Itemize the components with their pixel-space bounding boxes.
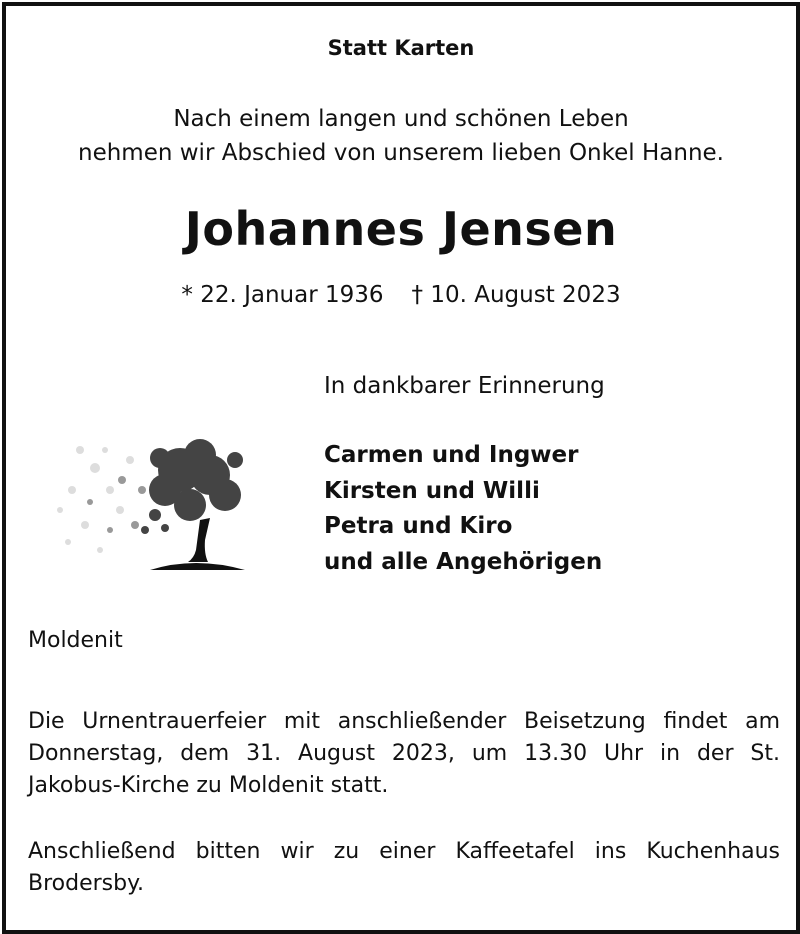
intro-line-2: nehmen wir Abschied von unserem lieben Onkel Hanne. bbox=[78, 140, 724, 166]
intro-text bbox=[6, 102, 796, 170]
memory-line: In dankbarer Erinnerung bbox=[324, 373, 605, 399]
deceased-name: Johannes Jensen bbox=[184, 202, 618, 256]
mourner-4: und alle Angehörigen bbox=[324, 548, 603, 575]
coffee-paragraph: Anschließend bitten wir zu einer Kaffeetafel ins Kuchenhaus Brodersby. bbox=[28, 839, 780, 896]
mourner-2: Kirsten und Willi bbox=[324, 477, 540, 504]
obituary-notice bbox=[2, 2, 800, 934]
mourners-list bbox=[324, 438, 602, 580]
life-dates bbox=[6, 282, 796, 308]
birth-date: * 22. Januar 1936 bbox=[181, 282, 384, 308]
header-title: Statt Karten bbox=[327, 36, 475, 60]
place-name: Moldenit bbox=[28, 628, 123, 653]
death-date: † 10. August 2023 bbox=[411, 282, 621, 308]
mourner-3: Petra und Kiro bbox=[324, 513, 513, 539]
mourner-1: Carmen und Ingwer bbox=[324, 442, 579, 468]
intro-line-1: Nach einem langen und schönen Leben bbox=[173, 106, 629, 132]
heart-tree-icon bbox=[50, 430, 250, 578]
ceremony-paragraph: Die Urnentrauerfeier mit anschließender Beisetzung findet am Donnerstag, dem 31. August 2023, um 13.30 Uhr in der St. Jakobus-Kirche zu Moldenit statt. bbox=[28, 709, 780, 798]
